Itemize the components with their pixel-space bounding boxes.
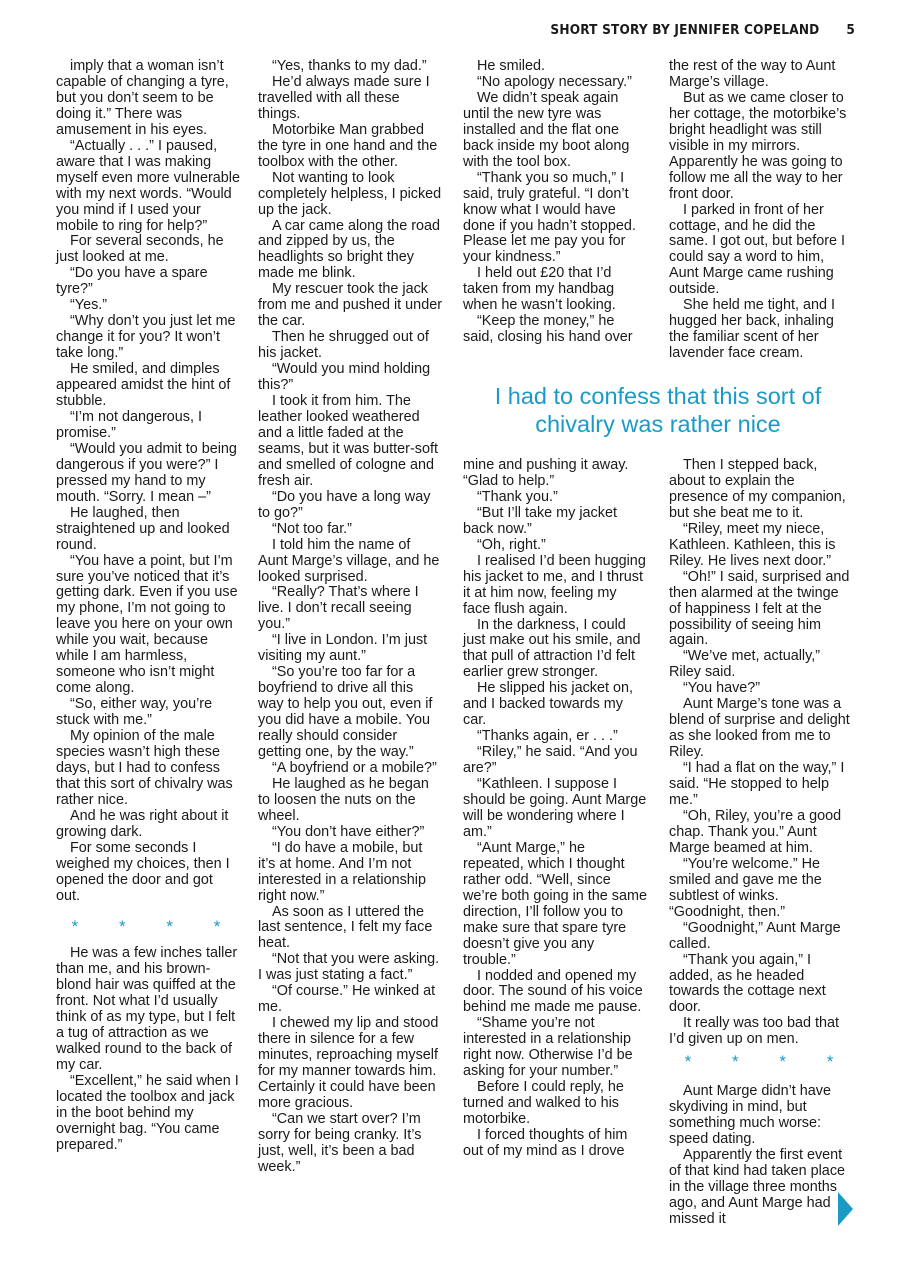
paragraph: “Aunt Marge,” he repeated, which I thought rather odd. “Well, since we’re both going in the same direction, I’ll follow you to make sure that spare tyre doesn’t give you any trouble.” bbox=[463, 839, 647, 968]
paragraph: “You have?” bbox=[683, 680, 761, 697]
column-2 bbox=[258, 59, 442, 1176]
paragraph: “I had a flat on the way,” I said. “He stopped to help me.” bbox=[669, 760, 845, 809]
paragraph: “But I’ll take my jacket back now.” bbox=[463, 504, 617, 537]
paragraph: And he was right about it growing dark. bbox=[56, 807, 229, 840]
section-break: * * * * bbox=[684, 1052, 852, 1072]
paragraph: Then I stepped back, about to explain the presence of my companion, but she beat me to it. bbox=[669, 457, 846, 521]
paragraph: “Would you mind holding this?” bbox=[258, 361, 431, 394]
paragraph: In the darkness, I could just make out his smile, and that pull of attraction I’d felt earlier grew stronger. bbox=[463, 616, 641, 681]
paragraph: “Oh!” I said, surprised and then alarmed at the twinge of happiness I felt at the possibility of seeing him again. bbox=[669, 568, 850, 649]
paragraph: “So, either way, you’re stuck with me.” bbox=[56, 696, 213, 729]
paragraph: But as we came closer to her cottage, the motorbike’s bright headlight was still visible in my mirrors. Apparently he was going to follow me all the way to her front door. bbox=[669, 89, 847, 202]
running-title: SHORT STORY BY JENNIFER COPELAND bbox=[550, 22, 820, 38]
paragraph: “Yes, thanks to my dad.” bbox=[272, 58, 427, 74]
paragraph: I took it from him. The leather looked weathered and a little faded at the seams, but it was butter-soft and smelled of cologne and fresh air. bbox=[258, 393, 438, 489]
paragraph: “I do have a mobile, but it’s at home. And I’m not interested in a relationship right now.” bbox=[258, 839, 426, 904]
paragraph: “Riley, meet my niece, Kathleen. Kathleen, this is Riley. He lives next door.” bbox=[669, 520, 836, 569]
paragraph: My opinion of the male species wasn’t high these days, but I had to confess that this sort of chivalry was rather nice. bbox=[56, 728, 233, 808]
paragraph: “Why don’t you just let me change it for you? It won’t take long.” bbox=[56, 313, 236, 362]
paragraph: For several seconds, he just looked at me. bbox=[56, 233, 224, 266]
paragraph: My rescuer took the jack from me and pushed it under the car. bbox=[258, 281, 442, 330]
column-4-top bbox=[669, 59, 853, 362]
page-number: 5 bbox=[846, 22, 855, 38]
paragraph: I chewed my lip and stood there in silence for a few minutes, reproaching myself for my manner towards him. Certainly it could have been more gracious. bbox=[258, 1015, 439, 1111]
paragraph: “Excellent,” he said when I located the toolbox and jack in the boot behind my overnight bag. “You came prepared.” bbox=[56, 1073, 239, 1153]
column-1 bbox=[56, 59, 240, 1154]
paragraph: As soon as I uttered the last sentence, I felt my face heat. bbox=[258, 903, 433, 952]
paragraph: “You have a point, but I’m sure you’ve noticed that it’s getting dark. Even if you use my phone, I’m not going to leave you here on your own while you wait, because while I am harmless, someone who isn’t might come along. bbox=[56, 552, 238, 697]
paragraph: He laughed as he began to loosen the nuts on the wheel. bbox=[258, 775, 429, 824]
paragraph: “I’m not dangerous, I promise.” bbox=[56, 408, 202, 441]
paragraph: “Shame you’re not interested in a relationship right now. Otherwise I’d be asking for your number.” bbox=[463, 1015, 633, 1080]
paragraph: I realised I’d been hugging his jacket to me, and I thrust it at him now, feeling my face flush again. bbox=[463, 552, 646, 617]
paragraph: I parked in front of her cottage, and he did the same. I got out, but before I could say a word to him, Aunt Marge came rushing outside. bbox=[669, 201, 845, 298]
paragraph: “Not that you were asking. I was just stating a fact.” bbox=[258, 951, 440, 984]
paragraph: “Actually . . .” I paused, aware that I was making myself even more vulnerable with my next words. “Would you mind if I used your mobile to ring for help?” bbox=[56, 137, 240, 234]
paragraph: We didn’t speak again until the new tyre was installed and the flat one back inside my boot along with the tool box. bbox=[463, 89, 630, 170]
section-break: * * * * bbox=[71, 916, 239, 936]
paragraph: He’d always made sure I travelled with all these things. bbox=[258, 73, 430, 122]
paragraph: Not wanting to look completely helpless, I picked up the jack. bbox=[258, 169, 442, 218]
paragraph: “No apology necessary.” bbox=[477, 73, 632, 90]
paragraph: “You don’t have either?” bbox=[272, 823, 425, 840]
paragraph: Apparently the first event of that kind had taken place in the village three months ago, and Aunt Marge had missed it bbox=[669, 1147, 846, 1227]
paragraph: “Not too far.” bbox=[272, 520, 352, 537]
paragraph: Aunt Marge didn’t have skydiving in mind, but something much worse: speed dating. bbox=[669, 1083, 831, 1148]
paragraph: “Keep the money,” he said, closing his hand over bbox=[463, 313, 633, 346]
paragraph: “Really? That’s where I live. I don’t recall seeing you.” bbox=[258, 584, 419, 633]
paragraph: “You’re welcome.” He smiled and gave me the subtlest of winks. “Goodnight, then.” bbox=[669, 855, 822, 920]
paragraph: It really was too bad that I’d given up on men. bbox=[669, 1015, 839, 1048]
paragraph: “We’ve met, actually,” Riley said. bbox=[669, 648, 821, 681]
paragraph: He laughed, then straightened up and looked round. bbox=[56, 504, 230, 553]
paragraph: “Of course.” He winked at me. bbox=[258, 983, 436, 1016]
paragraph: “Do you have a long way to go?” bbox=[258, 488, 431, 521]
paragraph: “A boyfriend or a mobile?” bbox=[272, 759, 437, 776]
paragraph: Before I could reply, he turned and walked to his motorbike. bbox=[463, 1079, 624, 1128]
paragraph: I nodded and opened my door. The sound of his voice behind me made me pause. bbox=[463, 967, 643, 1016]
paragraph: Then he shrugged out of his jacket. bbox=[258, 329, 429, 362]
paragraph: “Goodnight,” Aunt Marge called. bbox=[669, 919, 841, 952]
paragraph: imply that a woman isn’t capable of changing a tyre, but you don’t seem to be doing it.” There was amusement in his eyes. bbox=[56, 58, 229, 138]
paragraph: “Would you admit to being dangerous if you were?” I pressed my hand to my mouth. “Sorry. I mean –” bbox=[56, 440, 237, 505]
column-3-bottom bbox=[463, 458, 647, 1160]
paragraph: “Oh, right.” bbox=[477, 536, 546, 553]
paragraph: “Can we start over? I’m sorry for being cranky. It’s just, well, it’s been a bad week.” bbox=[258, 1110, 422, 1175]
paragraph: “Do you have a spare tyre?” bbox=[56, 265, 208, 298]
paragraph: I forced thoughts of him out of my mind as I drove bbox=[463, 1127, 628, 1159]
paragraph: “I live in London. I’m just visiting my aunt.” bbox=[258, 632, 428, 665]
paragraph: “Thanks again, er . . .” bbox=[477, 728, 618, 745]
paragraph: He smiled. bbox=[477, 58, 545, 74]
paragraph: “Oh, Riley, you’re a good chap. Thank you.” Aunt Marge beamed at him. bbox=[669, 807, 842, 856]
continue-arrow-icon bbox=[838, 1192, 853, 1226]
paragraph: He was a few inches taller than me, and his brown-blond hair was quiffed at the front. Not what I’d usually think of as my type, but I felt a tug of attraction as we walked round to the back of my car. bbox=[56, 945, 238, 1074]
column-4-bottom bbox=[669, 458, 853, 1228]
paragraph: “Kathleen. I suppose I should be going. Aunt Marge will be wondering where I am.” bbox=[463, 776, 647, 840]
paragraph: He smiled, and dimples appeared amidst the hint of stubble. bbox=[56, 361, 231, 410]
paragraph: mine and pushing it away. “Glad to help.” bbox=[463, 457, 629, 489]
paragraph: For some seconds I weighed my choices, then I opened the door and got out. bbox=[56, 839, 230, 904]
paragraph: A car came along the road and zipped by us, the headlights so bright they made me blink. bbox=[258, 217, 440, 282]
paragraph: “Thank you so much,” I said, truly grateful. “I don’t know what I would have done if you hadn’t stopped. Please let me pay you for your kindness.” bbox=[463, 169, 636, 266]
paragraph: “Thank you again,” I added, as he headed towards the cottage next door. bbox=[669, 951, 826, 1016]
column-3-top bbox=[463, 59, 647, 346]
paragraph: Aunt Marge’s tone was a blend of surprise and delight as she looked from me to Riley. bbox=[669, 696, 850, 761]
paragraph: “So you’re too far for a boyfriend to drive all this way to help you out, even if you did have a mobile. You really should consider getting one, by the way.” bbox=[258, 664, 433, 760]
paragraph: the rest of the way to Aunt Marge’s village. bbox=[669, 58, 836, 90]
paragraph: She held me tight, and I hugged her back, inhaling the familiar scent of her lavender face cream. bbox=[669, 297, 836, 362]
paragraph: He slipped his jacket on, and I backed towards my car. bbox=[463, 680, 633, 729]
paragraph: “Riley,” he said. “And you are?” bbox=[463, 744, 638, 777]
pull-quote: I had to confess that this sort of chivalry was rather nice bbox=[494, 383, 822, 437]
paragraph: “Thank you.” bbox=[477, 488, 558, 505]
paragraph: I held out £20 that I’d taken from my handbag when he wasn’t looking. bbox=[463, 265, 616, 314]
paragraph: I told him the name of Aunt Marge’s village, and he looked surprised. bbox=[258, 536, 440, 585]
running-header bbox=[550, 22, 855, 38]
paragraph: “Yes.” bbox=[70, 297, 108, 314]
paragraph: Motorbike Man grabbed the tyre in one hand and the toolbox with the other. bbox=[258, 121, 438, 170]
